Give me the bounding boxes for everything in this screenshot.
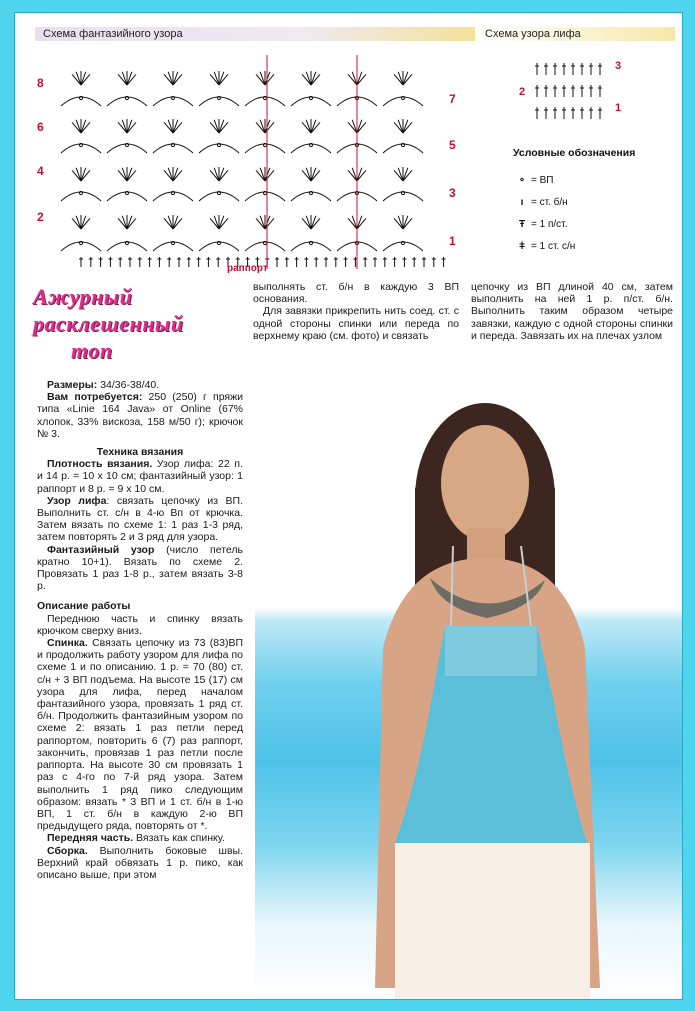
fan-stitch: [265, 218, 274, 229]
chain-dot: [401, 143, 404, 146]
fan-stitch: [357, 218, 366, 229]
chain-arch: [153, 144, 193, 153]
fancy-pattern-heading: Схема фантазийного узора: [35, 27, 475, 41]
fan-stitch: [173, 74, 182, 85]
fan-stitch: [118, 218, 127, 229]
row-number-5: 5: [449, 138, 456, 152]
fan-stitch: [127, 170, 136, 181]
fan-stitch: [311, 122, 320, 133]
chain-dot: [171, 191, 174, 194]
chain-arch: [153, 192, 193, 201]
fan-stitch: [348, 74, 357, 85]
fan-stitch: [164, 122, 173, 133]
chain-dot: [125, 143, 128, 146]
magazine-page: [14, 12, 683, 1000]
chain-arch: [383, 242, 423, 251]
fan-stitch: [173, 216, 178, 229]
chain-arch: [107, 242, 147, 251]
technique-heading: Техника вязания: [96, 446, 184, 459]
fan-stitch: [348, 122, 357, 133]
fan-stitch: [306, 120, 311, 133]
chain-arch: [245, 242, 285, 251]
chain-arch: [383, 144, 423, 153]
chain-arch: [199, 192, 239, 201]
instructions-column-3: цепочку из ВП длиной 40 см, затем выполнить на ней 1 р. п/ст. б/н. Выполнить таким образом четыре завязки, каждую с одной стороны спинки и переда. Завязать их на плечах узлом: [471, 281, 673, 342]
fan-stitch: [168, 120, 173, 133]
chain-arch: [245, 97, 285, 106]
row-number-3: 3: [449, 186, 456, 200]
chain-dot: [401, 191, 404, 194]
fan-stitch: [168, 216, 173, 229]
row-number-1: 1: [449, 234, 456, 248]
chain-arch: [107, 144, 147, 153]
fan-stitch: [72, 218, 81, 229]
legend-item-sc: ı = ст. б/н: [513, 191, 673, 213]
chain-dot: [79, 241, 82, 244]
fan-stitch: [81, 216, 86, 229]
fan-stitch: [302, 218, 311, 229]
fan-stitch: [168, 168, 173, 181]
fan-stitch: [164, 170, 173, 181]
chain-arch: [245, 192, 285, 201]
chain-dot: [171, 143, 174, 146]
instructions-column-2: выполнять ст. б/н в каждую 3 ВП основания. Для завязки прикрепить нить соед. ст. с одной стороны спинки или переда по верхнему краю (см. фото) и связать: [253, 281, 459, 342]
fan-stitch: [76, 216, 81, 229]
fan-stitch: [311, 72, 316, 85]
fan-stitch: [122, 168, 127, 181]
fan-stitch: [311, 218, 320, 229]
fan-stitch: [403, 120, 408, 133]
fan-stitch: [357, 74, 366, 85]
chain-arch: [61, 192, 101, 201]
fan-stitch: [352, 120, 357, 133]
fan-stitch: [352, 72, 357, 85]
fan-stitch: [173, 122, 182, 133]
fan-stitch: [265, 122, 274, 133]
fan-stitch: [127, 122, 136, 133]
fan-stitch: [394, 122, 403, 133]
single-crochet-icon: ı: [520, 196, 524, 208]
fan-stitch: [357, 170, 366, 181]
fan-stitch: [118, 170, 127, 181]
fan-stitch: [403, 168, 408, 181]
chain-arch: [61, 144, 101, 153]
chain-dot: [263, 241, 266, 244]
fan-stitch: [81, 168, 86, 181]
chain-arch: [291, 97, 331, 106]
fan-stitch: [403, 218, 412, 229]
chain-dot: [309, 191, 312, 194]
fan-stitch: [403, 72, 408, 85]
chain-arch: [383, 97, 423, 106]
row-number-8: 8: [37, 76, 44, 90]
fan-stitch: [311, 74, 320, 85]
fan-stitch: [256, 122, 265, 133]
chain-arch: [61, 242, 101, 251]
model-photo: [255, 368, 682, 999]
fan-stitch: [219, 74, 228, 85]
fan-stitch: [394, 170, 403, 181]
fan-stitch: [81, 74, 90, 85]
work-heading: Описание работы: [37, 600, 131, 613]
fan-stitch: [256, 74, 265, 85]
fan-stitch: [173, 218, 182, 229]
fan-stitch: [81, 218, 90, 229]
fan-stitch: [352, 216, 357, 229]
chain-arch: [383, 192, 423, 201]
chain-arch: [199, 97, 239, 106]
chain-arch: [153, 242, 193, 251]
chain-dot: [125, 241, 128, 244]
chain-stitch-icon: ∘: [518, 174, 526, 186]
fan-stitch: [122, 72, 127, 85]
fan-stitch: [357, 168, 362, 181]
fan-stitch: [118, 122, 127, 133]
chain-arch: [107, 192, 147, 201]
fan-stitch: [403, 74, 412, 85]
fan-stitch: [81, 122, 90, 133]
chain-dot: [309, 143, 312, 146]
fan-stitch: [357, 72, 362, 85]
fan-stitch: [265, 170, 274, 181]
chain-arch: [291, 242, 331, 251]
fan-stitch: [173, 72, 178, 85]
fan-stitch: [81, 120, 86, 133]
chain-dot: [217, 143, 220, 146]
fan-stitch: [118, 74, 127, 85]
fan-stitch: [348, 170, 357, 181]
fan-stitch: [164, 74, 173, 85]
bodice-row-3: 3: [615, 60, 622, 72]
chain-dot: [217, 241, 220, 244]
fan-stitch: [127, 120, 132, 133]
fan-stitch: [260, 216, 265, 229]
fan-stitch: [72, 74, 81, 85]
legend-item-dc: ǂ = 1 ст. с/н: [513, 235, 673, 257]
fan-stitch: [256, 170, 265, 181]
fan-stitch: [81, 170, 90, 181]
fan-stitch: [311, 216, 316, 229]
legend-item-hdc: Ŧ = 1 п/ст.: [513, 213, 673, 235]
fan-stitch: [173, 120, 178, 133]
row-number-2: 2: [37, 210, 44, 224]
row-number-4: 4: [37, 164, 44, 178]
chain-dot: [217, 191, 220, 194]
row-number-7: 7: [449, 92, 456, 106]
fan-stitch: [122, 120, 127, 133]
fan-stitch: [164, 218, 173, 229]
fan-stitch: [311, 168, 316, 181]
fan-stitch: [127, 168, 132, 181]
fan-stitch: [311, 120, 316, 133]
chain-arch: [107, 97, 147, 106]
fan-stitch: [219, 216, 224, 229]
repeat-label: раппорт: [227, 263, 268, 274]
double-crochet-icon: ǂ: [519, 240, 525, 252]
fan-stitch: [219, 72, 224, 85]
fan-stitch: [398, 216, 403, 229]
fan-stitch: [398, 72, 403, 85]
bodice-row-2: 2: [519, 86, 526, 98]
chain-dot: [79, 143, 82, 146]
chain-arch: [153, 97, 193, 106]
fan-stitch: [210, 170, 219, 181]
fan-stitch: [403, 216, 408, 229]
fan-stitch: [219, 120, 224, 133]
fan-stitch: [219, 170, 228, 181]
chain-arch: [245, 144, 285, 153]
fan-stitch: [394, 74, 403, 85]
model-illustration: [255, 368, 682, 999]
fan-stitch: [210, 218, 219, 229]
fan-stitch: [219, 168, 224, 181]
chain-arch: [291, 144, 331, 153]
fan-stitch: [214, 168, 219, 181]
chain-dot: [309, 96, 312, 99]
fan-stitch: [352, 168, 357, 181]
fan-stitch: [219, 122, 228, 133]
fan-stitch: [72, 122, 81, 133]
article-title: Ажурный расклешенный топ: [33, 284, 184, 363]
fan-stitch: [214, 216, 219, 229]
fan-stitch: [306, 72, 311, 85]
fan-stitch: [265, 74, 274, 85]
fan-stitch: [260, 72, 265, 85]
legend-title: Условные обозначения: [513, 147, 636, 159]
chain-dot: [401, 96, 404, 99]
fan-stitch: [173, 170, 182, 181]
fan-stitch: [214, 120, 219, 133]
fan-stitch: [210, 122, 219, 133]
fan-stitch: [76, 72, 81, 85]
chain-dot: [309, 241, 312, 244]
chain-dot: [263, 96, 266, 99]
chain-dot: [171, 241, 174, 244]
fan-stitch: [76, 168, 81, 181]
chain-dot: [79, 96, 82, 99]
chain-dot: [125, 191, 128, 194]
fan-stitch: [398, 120, 403, 133]
fan-stitch: [127, 218, 136, 229]
fan-stitch: [357, 216, 362, 229]
chain-dot: [217, 96, 220, 99]
fan-stitch: [403, 122, 412, 133]
fan-stitch: [302, 122, 311, 133]
legend-item-chain: ∘ = ВП: [513, 169, 673, 191]
chain-dot: [263, 191, 266, 194]
fan-stitch: [122, 216, 127, 229]
fan-stitch: [394, 218, 403, 229]
fan-stitch: [72, 170, 81, 181]
chain-dot: [401, 241, 404, 244]
chain-arch: [291, 192, 331, 201]
fan-stitch: [403, 170, 412, 181]
fan-stitch: [76, 120, 81, 133]
fan-stitch: [302, 170, 311, 181]
fan-stitch: [260, 120, 265, 133]
chain-arch: [199, 242, 239, 251]
fan-stitch: [357, 120, 362, 133]
chain-arch: [61, 97, 101, 106]
bodice-pattern-heading: Схема узора лифа: [477, 27, 675, 41]
fan-stitch: [168, 72, 173, 85]
fan-stitch: [81, 72, 86, 85]
fan-stitch: [127, 216, 132, 229]
fan-stitch: [214, 72, 219, 85]
fan-stitch: [210, 74, 219, 85]
fan-stitch: [127, 72, 132, 85]
chain-arch: [199, 144, 239, 153]
fan-stitch: [306, 216, 311, 229]
fan-stitch: [311, 170, 320, 181]
instructions-column-1: Размеры: 34/36-38/40. Вам потребуется: 250 (250) г пряжи типа «Linie 164 Java» от Online (67% хлопок, 33% вискоза, 158 м/50 г); крючок № 3. Техника вязания Плотность вязания. Узор лифа: 22 п. и 14 р. = 10 х 10 см; фантазийный узор: 1 раппорт и 8 р. = 9 х 10 см. Узор лифа: связать цепочку из ВП. Выполнить ст. с/н в 4-ю Вп от крючка. Затем вязать по схеме 1: 1 раз 1-3 ряд, затем повторять 2 и 3 ряд для узора. Фантазийный узор (число петель кратно 10+1). Вязать по схеме 2. Провязать 1 раз 1-8 р., затем вязать 3-8 р. Описание работы Переднюю часть и спинку вязать крючком сверху вниз. Спинка. Связать цепочку из 73 (83)ВП и продолжить работу узором для лифа по схеме 1 и по описанию. 1 р. = 70 (80) ст. с/н + 3 ВП подъема. На высоте 15 (17) см узора для лифа, перед началом фантазийного узора, провязать 1 ряд ст. б/н. Продолжить фантазийным узором по схеме 2: вязать 1 раз петли перед раппортом, повторить 6 (7) раз раппорт, закончить, провязав 1 раз петли после раппорта. На высоте 30 см провязать 1 раз с 4-го по 7-й ряд узора. Затем выполнить 1 ряд пико следующим образом: вязать * 3 ВП и 1 ст. б/н в 1-ю ВП, 1 ст. б/н в каждую 2-ю ВП предыдущего ряда, повторять от *. Передняя часть. Вязать как спинку. Сборка. Выполнить боковые швы. Верхний край обвязать 1 р. пико, как описано выше, при этом: [37, 379, 243, 881]
bodice-row-1: 1: [615, 102, 622, 114]
fan-stitch: [302, 74, 311, 85]
chain-dot: [125, 96, 128, 99]
bodice-pattern-chart: [515, 55, 625, 135]
fan-stitch: [357, 122, 366, 133]
fan-stitch: [348, 218, 357, 229]
fan-stitch: [173, 168, 178, 181]
fan-stitch: [256, 218, 265, 229]
fan-stitch: [219, 218, 228, 229]
fan-stitch: [260, 168, 265, 181]
legend: [513, 147, 673, 257]
fan-stitch: [398, 168, 403, 181]
fan-stitch: [306, 168, 311, 181]
chain-dot: [263, 143, 266, 146]
half-double-icon: Ŧ: [518, 218, 526, 230]
fancy-pattern-chart: [29, 45, 469, 275]
fan-stitch: [127, 74, 136, 85]
chain-dot: [79, 191, 82, 194]
row-number-6: 6: [37, 120, 44, 134]
chain-dot: [171, 96, 174, 99]
